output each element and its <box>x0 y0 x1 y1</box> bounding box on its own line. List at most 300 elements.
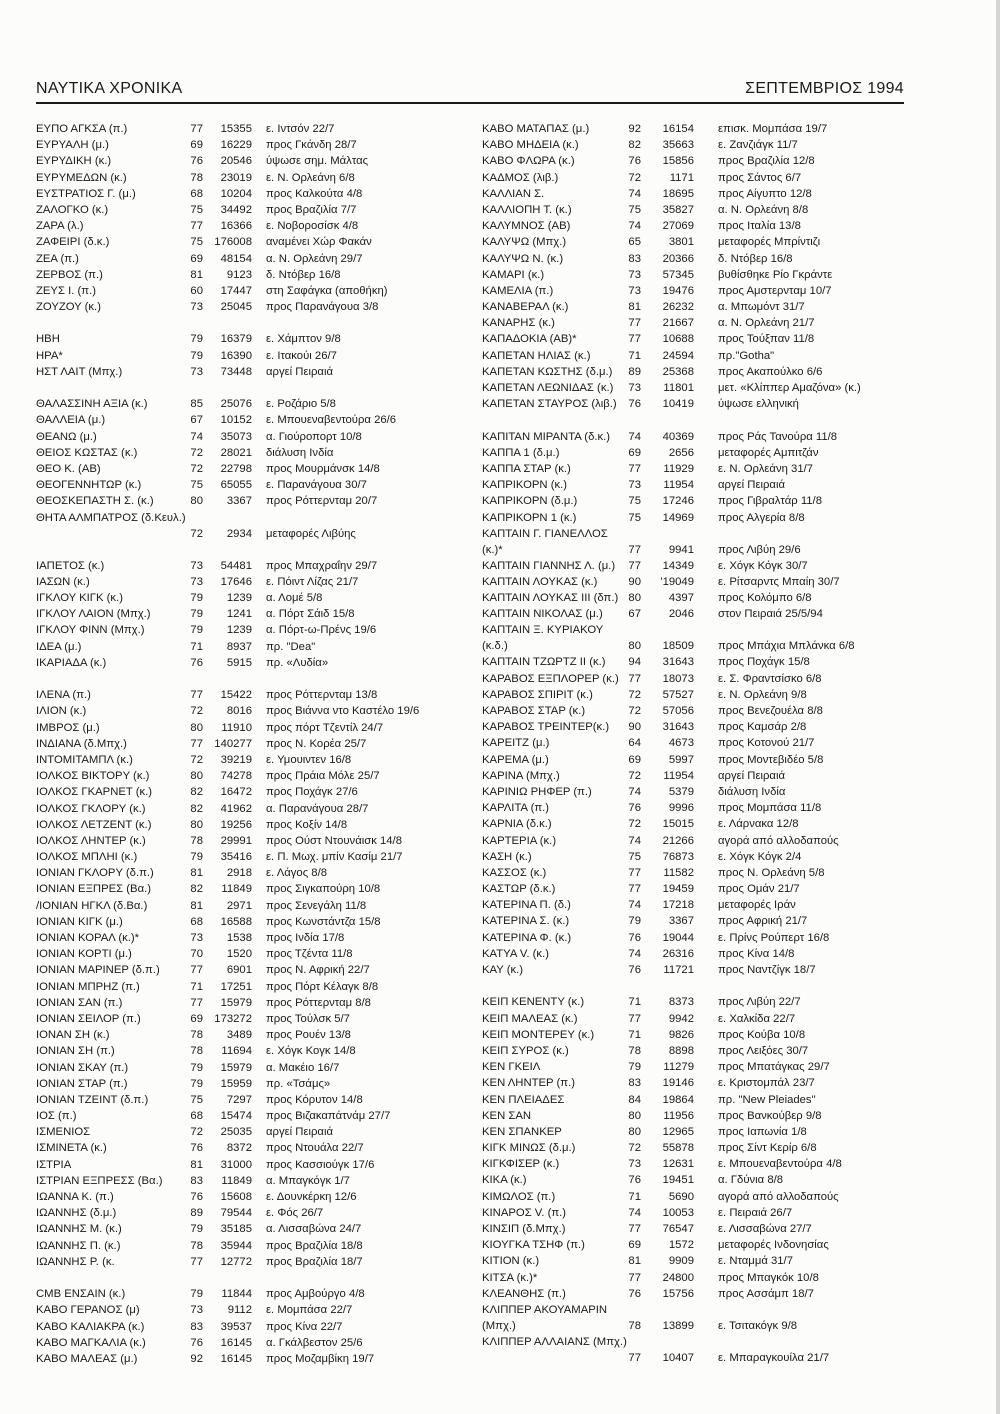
build-year: 77 <box>190 1255 203 1268</box>
voyage-status: πρ. «Τσάμς» <box>266 1077 331 1090</box>
ship-name: ΘΕΟΣΚΕΠΑΣΤΗ Σ. (κ.) <box>36 495 154 508</box>
ship-list-left-column <box>36 121 466 1367</box>
ship-name: ΙΔΕΑ (μ.) <box>36 640 82 653</box>
voyage-status: προς Βιζακαπάτνάμ 27/7 <box>266 1110 391 1123</box>
tonnage: 76873 <box>662 850 694 863</box>
tonnage: 11582 <box>663 866 694 879</box>
tonnage: 1239 <box>226 592 252 605</box>
tonnage: 24800 <box>662 1271 694 1284</box>
voyage-status: προς Σενεγάλη 11/8 <box>266 899 367 912</box>
ship-row <box>36 720 466 736</box>
tonnage: 26316 <box>662 947 694 960</box>
ship-name: ΘΕΟ Κ. (ΑΒ) <box>36 462 101 475</box>
voyage-status: α. Γδύνια 8/8 <box>718 1174 784 1187</box>
build-year: 81 <box>628 1255 641 1268</box>
tonnage: 54481 <box>220 559 252 572</box>
voyage-status: προς Βραζιλία 18/8 <box>266 1239 363 1252</box>
voyage-status: ε. Λάρνακα 12/8 <box>718 818 799 831</box>
tonnage: 25035 <box>220 1126 252 1139</box>
build-year: 72 <box>190 462 203 475</box>
tonnage: 39537 <box>220 1320 252 1333</box>
ship-row <box>482 590 902 606</box>
ship-name: ΘΕΙΟΣ ΚΩΣΤΑΣ (κ.) <box>36 446 138 459</box>
ship-name: ΖΑΛΟΓΚΟ (κ.) <box>36 203 109 216</box>
ship-row <box>482 1011 902 1027</box>
ship-name: ΚΙΓΚΦΙΣΕΡ (κ.) <box>482 1158 560 1171</box>
build-year: 83 <box>190 1320 203 1333</box>
ship-name: ΙΛΕΝΑ (π.) <box>36 689 91 702</box>
ship-row <box>36 170 466 186</box>
voyage-status: προς Κασσιούγκ 17/6 <box>266 1158 375 1171</box>
build-year: 79 <box>628 1061 641 1074</box>
ship-row <box>36 962 466 978</box>
build-year: 77 <box>628 883 641 896</box>
build-year: 73 <box>628 382 641 394</box>
ship-name: ΚΙΤΣΑ (κ.)* <box>482 1271 538 1284</box>
build-year: 72 <box>628 171 641 184</box>
voyage-status: προς Λιβύη 29/6 <box>718 543 801 556</box>
tonnage: 26232 <box>662 301 694 314</box>
voyage-status: δ. Ντόβερ 16/8 <box>266 268 341 281</box>
voyage-status: ε. Κριστομπάλ 23/7 <box>718 1077 815 1090</box>
tonnage: 12772 <box>220 1255 252 1268</box>
voyage-status: α. Γιούροπορτ 10/8 <box>266 430 362 443</box>
ship-name: ΚΑΠΕΤΑΝ ΚΩΣΤΗΣ (δ.μ.) <box>482 365 613 378</box>
build-year: 75 <box>628 203 641 216</box>
voyage-status: προς Ούστ Ντουνάισκ 14/8 <box>266 834 402 847</box>
ship-row <box>482 962 902 978</box>
ship-row <box>36 881 466 897</box>
ship-row <box>36 1076 466 1092</box>
ship-name: ΙΟΛΚΟΣ ΓΚΛΟΡΥ (κ.) <box>36 802 146 815</box>
voyage-status: προς Ιαπωνία 1/8 <box>718 1125 807 1138</box>
ship-row <box>36 364 466 380</box>
voyage-status: πρ."Gotha" <box>718 349 775 362</box>
voyage-status: ε. Χόγκ Κογκ 14/8 <box>266 1045 356 1058</box>
build-year: 72 <box>628 1142 641 1155</box>
build-year: 76 <box>628 155 641 168</box>
build-year: 83 <box>190 1174 203 1187</box>
tonnage: 9826 <box>668 1028 694 1041</box>
tonnage: 35185 <box>220 1223 252 1236</box>
build-year: 70 <box>190 948 203 961</box>
ship-name: ΙΓΚΛΟΥ ΦΙΝΝ (Μπχ.) <box>36 624 145 637</box>
ship-name: ΚΑΠΙΤΑΝ ΜΙΡΑΝΤΑ (δ.κ.) <box>482 430 611 443</box>
build-year: 79 <box>190 1223 203 1236</box>
build-year: 80 <box>190 818 203 831</box>
build-year: 76 <box>628 964 641 976</box>
tonnage: 17218 <box>662 899 694 912</box>
ship-name: ΖΕΡΒΟΣ (π.) <box>36 268 103 281</box>
tonnage: 35944 <box>220 1239 252 1252</box>
voyage-status: προς Αμβούργο 4/8 <box>266 1288 365 1301</box>
build-year: 76 <box>190 1142 203 1155</box>
ship-name: ΚΑΒΟ ΓΕΡΑΝΟΣ (μ) <box>36 1304 140 1317</box>
ship-name: ΙΟΝΙΑΝ ΣΕΙΛΟΡ (π.) <box>36 1012 141 1025</box>
ship-row <box>36 348 466 364</box>
tonnage: 9123 <box>226 268 252 281</box>
ship-name: ΚΑΠΕΤΑΝ ΣΤΑΥΡΟΣ (λιβ.) <box>482 398 617 411</box>
tonnage: 20546 <box>220 155 252 168</box>
ship-name: ΚΑΡΑΒΟΣ ΕΞΠΛΟΡΕΡ (κ.) <box>482 672 619 685</box>
tonnage: 8016 <box>226 705 252 718</box>
voyage-status: προς Ποχάγκ 27/6 <box>266 786 358 799</box>
voyage-status: προς Μοντεβιδέο 5/8 <box>718 753 824 766</box>
ship-name: ΙΟΝΙΑΝ ΚΟΡΑΛ (κ.)* <box>36 932 140 944</box>
ship-name: ΚΙΓΚ ΜΙΝΩΣ (δ.μ.) <box>482 1142 576 1155</box>
ship-name: ΚΑΠΠΑ 1 (δ.μ.) <box>482 446 560 459</box>
build-year: 82 <box>190 802 203 815</box>
build-year: 72 <box>190 446 203 459</box>
ship-row <box>36 914 466 930</box>
ship-name: ΚΙΝΑΡΟΣ V. (π.) <box>482 1206 567 1219</box>
ship-row <box>36 687 466 703</box>
ship-row <box>482 897 902 913</box>
tonnage: 15355 <box>220 123 252 135</box>
ship-row <box>36 1157 466 1173</box>
ship-name: ΚΑΠΤΑΙΝ ΛΟΥΚΑΣ (κ.) <box>482 575 598 588</box>
tonnage: 9112 <box>227 1304 252 1317</box>
ship-row <box>482 1092 902 1108</box>
tonnage: 12631 <box>662 1158 694 1171</box>
voyage-status: μεταφορές Ινδονησίας <box>718 1239 829 1252</box>
voyage-status: προς Ιταλία 13/8 <box>718 220 801 233</box>
tonnage: 9942 <box>668 1012 694 1025</box>
build-year: 74 <box>628 430 641 443</box>
tonnage: 11721 <box>663 964 694 976</box>
tonnage: 19256 <box>220 818 252 831</box>
build-year: 79 <box>190 592 203 605</box>
voyage-status: προς Ντουάλα 22/7 <box>266 1142 364 1155</box>
voyage-status: προς Ρουέν 13/8 <box>266 1029 351 1042</box>
voyage-status: προς Κολόμπο 6/8 <box>718 592 812 605</box>
build-year: 80 <box>190 770 203 783</box>
build-year: 72 <box>628 818 641 831</box>
ship-name: ΙΣΤΡΙΑΝ ΕΞΠΡΕΣΣ (Βα.) <box>36 1174 163 1187</box>
ship-row <box>36 477 466 493</box>
ship-row <box>36 153 466 169</box>
ship-name: ΚΑΡΤΕΡΙΑ (κ.) <box>482 834 557 847</box>
ship-row <box>482 865 902 881</box>
tonnage: 16154 <box>662 123 694 135</box>
build-year: 80 <box>190 721 203 734</box>
tonnage: 31000 <box>220 1158 252 1171</box>
ship-name: ΚΑΡΕΙΤΖ (μ.) <box>482 737 550 750</box>
build-year: 64 <box>628 737 641 750</box>
tonnage: 13899 <box>662 1319 694 1332</box>
voyage-status: ε. Ν. Ορλεάνη 6/8 <box>266 171 355 184</box>
build-year: 74 <box>628 1206 641 1219</box>
tonnage: 19476 <box>662 284 694 297</box>
ship-row <box>482 833 902 849</box>
ship-name: ΙΟΝΙΑΝ ΣΗ (π.) <box>36 1045 115 1058</box>
build-year: 69 <box>190 1012 203 1025</box>
ship-row <box>482 671 902 687</box>
build-year: 72 <box>190 753 203 766</box>
build-year: 72 <box>190 1126 203 1139</box>
ship-row <box>482 477 902 493</box>
voyage-status: στον Πειραιά 25/5/94 <box>718 608 823 621</box>
ship-row <box>482 768 902 784</box>
ship-name: ΙΟΛΚΟΣ ΜΠΛΗΙ (κ.) <box>36 851 138 864</box>
voyage-status: πρ. "New Pleiades" <box>718 1093 816 1106</box>
ship-name: ΘΗΤΑ ΑΛΜΠΑΤΡΟΣ (δ.Κευλ.) <box>36 511 186 524</box>
ship-name: ΘΕΑΝΩ (μ.) <box>36 430 97 443</box>
ship-name: ΚΙΜΩΛΟΣ (π.) <box>482 1190 556 1203</box>
tonnage: 16229 <box>220 139 252 152</box>
voyage-status: μετ. «Κλίππερ Αμαζόνα» (κ.) <box>718 382 861 394</box>
tonnage: 9996 <box>668 802 694 815</box>
ship-row <box>482 1302 902 1334</box>
ship-row <box>36 202 466 218</box>
voyage-status: προς Μπαγκόκ 10/8 <box>718 1271 819 1284</box>
ship-name: ΙΓΚΛΟΥ ΛΑΙΟΝ (Μπχ.) <box>36 608 151 621</box>
tonnage: 4397 <box>668 592 694 605</box>
ship-row <box>482 1237 902 1253</box>
ship-row <box>482 315 902 331</box>
build-year: 76 <box>628 398 641 411</box>
voyage-status: προς Τούλσκ 5/7 <box>266 1012 350 1025</box>
ship-row <box>36 186 466 202</box>
ship-row <box>36 1335 466 1351</box>
build-year: 83 <box>628 252 641 265</box>
ship-row <box>482 1075 902 1091</box>
tonnage: 8937 <box>226 640 252 653</box>
ship-row <box>36 299 466 315</box>
tonnage: 35827 <box>662 203 694 216</box>
tonnage: 31643 <box>662 721 694 734</box>
ship-name: ΘΕΟΓΕΝΝΗΤΩΡ (κ.) <box>36 479 142 492</box>
build-year: 73 <box>190 365 203 378</box>
ship-name: ΙΛΙΟΝ (κ.) <box>36 705 87 718</box>
ship-row <box>482 364 902 380</box>
ship-row <box>482 606 902 622</box>
build-year: 75 <box>628 850 641 863</box>
ship-row <box>36 137 466 153</box>
build-year: 92 <box>190 1352 203 1365</box>
ship-row <box>36 979 466 995</box>
build-year: 69 <box>628 1239 641 1252</box>
build-year: 75 <box>628 495 641 508</box>
ship-row <box>36 251 466 267</box>
tonnage: 27069 <box>662 220 694 233</box>
tonnage: 15959 <box>220 1077 252 1090</box>
build-year: 77 <box>628 317 641 330</box>
ship-name: ΚΑΛΛΙΑΝ Σ. <box>482 187 545 200</box>
ship-row <box>482 267 902 283</box>
voyage-status: προς Βιάννα ντο Καστέλο 19/6 <box>266 705 420 718</box>
ship-row <box>36 1124 466 1140</box>
voyage-status: προς Βραζιλία 7/7 <box>266 203 357 216</box>
build-year: 77 <box>190 220 203 233</box>
build-year: 84 <box>628 1093 641 1106</box>
tonnage: 14349 <box>662 559 694 572</box>
ship-name: ΚΙΚΑ (κ.) <box>482 1174 527 1187</box>
ship-name: ΙΚΑΡΙΑΔΑ (κ.) <box>36 656 107 669</box>
tonnage: 19864 <box>662 1093 694 1106</box>
ship-row <box>36 1286 466 1302</box>
ship-row <box>36 784 466 800</box>
voyage-status: προς Ινδία 17/8 <box>266 932 345 944</box>
tonnage: 35416 <box>220 851 252 864</box>
tonnage: 76547 <box>662 1223 694 1235</box>
tonnage: 55878 <box>662 1142 694 1155</box>
ship-name: ΚΑΠΡΙΚΟΡΝ 1 (κ.) <box>482 511 577 524</box>
ship-row <box>482 881 902 897</box>
voyage-status: προς Κοτονού 21/7 <box>718 737 815 750</box>
ship-row <box>36 461 466 477</box>
voyage-status: προς Λιβύη 22/7 <box>718 996 801 1009</box>
voyage-status: ε. Ροζάριο 5/8 <box>266 398 336 411</box>
build-year: 80 <box>628 592 641 605</box>
tonnage: 1572 <box>668 1239 694 1252</box>
voyage-status: ε. Παρανάγουα 30/7 <box>266 479 367 492</box>
ship-row <box>36 283 466 299</box>
ship-name: ΚΑΛΥΨΩ (Μπχ.) <box>482 236 567 249</box>
tonnage: 15856 <box>662 155 694 168</box>
build-year: 77 <box>628 1012 641 1025</box>
build-year: 78 <box>190 171 203 184</box>
ship-name: ΖΟΥΖΟΥ (κ.) <box>36 301 101 314</box>
tonnage: 15015 <box>662 818 694 831</box>
tonnage: 6901 <box>226 964 252 977</box>
voyage-status: ε. Μομπάσα 22/7 <box>266 1304 353 1317</box>
tonnage: 11954 <box>663 479 694 492</box>
build-year: 74 <box>628 947 641 960</box>
tonnage: 16588 <box>220 915 252 928</box>
ship-name: ΙΟΝΑΝ ΣΗ (κ.) <box>36 1029 110 1042</box>
tonnage: 5690 <box>668 1190 694 1203</box>
build-year: 80 <box>628 1109 641 1122</box>
ship-row <box>482 396 902 412</box>
build-year: 73 <box>190 575 203 588</box>
build-year: 76 <box>628 931 641 944</box>
ship-row <box>36 752 466 768</box>
build-year: 81 <box>190 899 203 912</box>
build-year: 79 <box>190 349 203 362</box>
voyage-status: ε. Λισσαβώνα 27/7 <box>718 1223 812 1235</box>
build-year: 85 <box>190 398 203 411</box>
ship-name: ΚΑΤΕΡΙΝΑ Π. (δ.) <box>482 899 571 912</box>
ship-row <box>482 687 902 703</box>
voyage-status: προς Γκάνδη 28/7 <box>266 139 357 152</box>
voyage-status: ε. Δουνκέρκη 12/6 <box>266 1191 357 1203</box>
ship-name: ΚΑΡΑΒΟΣ ΤΡΕΙΝΤΕΡ(κ.) <box>482 721 610 734</box>
ship-row <box>36 801 466 817</box>
voyage-status: διάλυση Ινδία <box>718 785 786 798</box>
ship-name: ΖΑΡΑ (λ.) <box>36 220 84 233</box>
build-year: 71 <box>628 1028 641 1041</box>
ship-row <box>36 1011 466 1027</box>
tonnage: 2934 <box>226 527 252 540</box>
ship-name: ΚΑΠΤΑΙΝ ΤΖΩΡΤΖ ΙΙ (κ.) <box>482 656 606 669</box>
build-year: 79 <box>190 1288 203 1301</box>
voyage-status: πρ. "Dea" <box>266 640 316 653</box>
ship-name: ΚΑΠΤΑΙΝ ΓΙΑΝΝΗΣ Λ. (μ.) <box>482 559 616 572</box>
voyage-status: προς Αλγερία 8/8 <box>718 511 805 524</box>
build-year: 60 <box>190 284 203 297</box>
build-year: 71 <box>628 996 641 1009</box>
tonnage: 57345 <box>662 268 694 281</box>
ship-row <box>36 849 466 865</box>
build-year: 79 <box>190 624 203 637</box>
ship-name: ΚΑΤΕΡΙΝΑ Σ. (κ.) <box>482 915 570 928</box>
voyage-status: α. Παρανάγουα 28/7 <box>266 802 369 815</box>
voyage-status: ε. Λάγος 8/8 <box>266 867 327 880</box>
ship-name: ΙΩΑΝΝΗΣ (δ.μ.) <box>36 1207 117 1220</box>
ship-name: ΙΣΤΡΙΑ <box>36 1158 72 1171</box>
voyage-status: ε. Μπαραγκουίλα 21/7 <box>718 1351 830 1364</box>
section-gap <box>482 412 902 428</box>
voyage-status: μεταφορές Μπρίντιζι <box>718 236 821 249</box>
ship-row <box>482 1059 902 1075</box>
build-year: 81 <box>190 1158 203 1171</box>
ship-row <box>482 251 902 267</box>
tonnage: 15474 <box>220 1110 252 1123</box>
ship-row <box>482 622 902 654</box>
tonnage: 140277 <box>214 737 252 750</box>
tonnage: 18695 <box>662 187 694 200</box>
tonnage: 18073 <box>662 672 694 685</box>
build-year: 78 <box>190 1029 203 1042</box>
ship-row <box>482 218 902 234</box>
voyage-status: μεταφορές Ιράν <box>718 899 796 912</box>
tonnage: 10204 <box>220 187 252 200</box>
tonnage: 19451 <box>662 1174 694 1187</box>
voyage-status: αργεί Πειραιά <box>718 479 785 492</box>
tonnage: 39219 <box>220 753 252 766</box>
tonnage: 29991 <box>220 834 252 847</box>
ship-name: ΕΥΣΤΡΑΤΙΟΣ Γ. (μ.) <box>36 187 136 200</box>
ship-name: ΕΥΠΟ ΑΓΚΣΑ (π.) <box>36 123 128 135</box>
build-year: 69 <box>628 446 641 459</box>
ship-name: ΚΑΠΕΤΑΝ ΗΛΙΑΣ (κ.) <box>482 349 591 362</box>
build-year: 77 <box>190 123 203 135</box>
tonnage: 5915 <box>226 656 252 669</box>
build-year: 82 <box>190 786 203 799</box>
build-year: 72 <box>628 688 641 701</box>
voyage-status: πρ. «Λυδία» <box>266 656 329 669</box>
voyage-status: ε. Φός 26/7 <box>266 1207 324 1220</box>
ship-name: ΚΑΣΗ (κ.) <box>482 850 532 863</box>
build-year: 77 <box>628 866 641 879</box>
voyage-status: στη Σαφάγκα (αποθήκη) <box>266 284 388 297</box>
tonnage: 25076 <box>220 398 252 411</box>
build-year: 76 <box>190 1336 203 1349</box>
ship-name: ΙΩΑΝΝΑ Κ. (π.) <box>36 1191 114 1203</box>
ship-name: ΙΟΝΙΑΝ ΚΟΡΤΙ (μ.) <box>36 948 132 961</box>
ship-row <box>482 574 902 590</box>
tonnage: 14969 <box>662 511 694 524</box>
ship-row <box>36 995 466 1011</box>
voyage-status: α. Λομέ 5/8 <box>266 592 323 605</box>
voyage-status: αγορά από αλλοδαπούς <box>718 834 839 847</box>
build-year: 76 <box>628 802 641 815</box>
tonnage: '19049 <box>660 575 694 588</box>
ship-name: ΙΜΒΡΟΣ (μ.) <box>36 721 100 734</box>
ship-row <box>482 445 902 461</box>
tonnage: 1241 <box>226 608 252 621</box>
ship-name: ΚΑΠΤΑΙΝ ΛΟΥΚΑΣ ΙΙΙ (δπ.) <box>482 592 619 605</box>
build-year: 71 <box>628 349 641 362</box>
build-year: 74 <box>628 187 641 200</box>
tonnage: 15422 <box>220 689 252 702</box>
ship-name: ΚΑΡΕΜΑ (μ.) <box>482 753 549 766</box>
ship-row <box>36 1351 466 1367</box>
ship-name: ΙΟΝΙΑΝ ΣΤΑΡ (π.) <box>36 1077 128 1090</box>
tonnage: 11956 <box>663 1109 694 1122</box>
tonnage: 15756 <box>662 1287 694 1300</box>
